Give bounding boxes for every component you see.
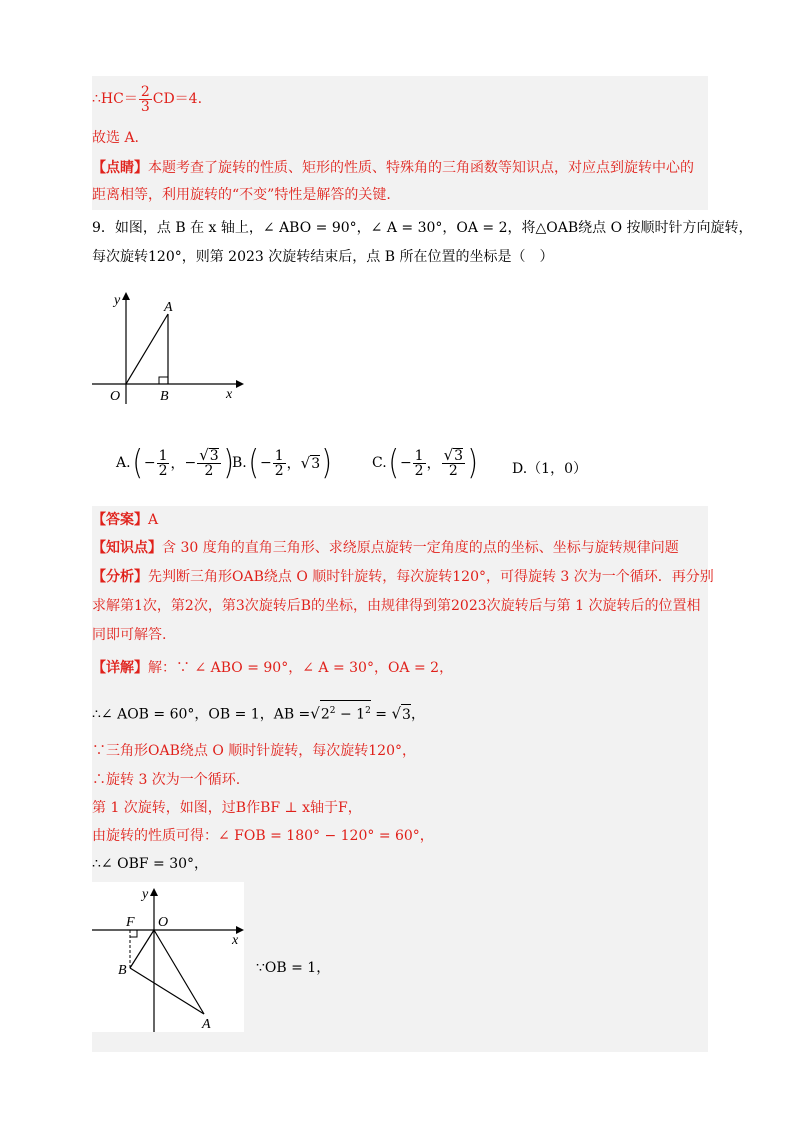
- right-angle-mark-2: [130, 930, 137, 937]
- hc-equation: ∴HC＝ $\frac{2}{3}$ CD＝4.: [92, 83, 203, 115]
- label-a-2: A: [202, 1017, 211, 1032]
- y-axis-arrow: [122, 292, 130, 300]
- rotation-figure: [92, 882, 244, 1032]
- detail-line-1: 【详解】解：∵ ∠ ABO = 90°，∠ A = 30°，OA = 2，: [92, 660, 454, 676]
- answer-line: 【答案】A: [92, 512, 159, 528]
- analysis-line-3: 同即可解答.: [92, 627, 167, 643]
- analysis-line-1: 【分析】先判断三角形OAB绕点 O 顺时针旋转，每次旋转120°，可得旋转 3 次为一个循环．再分别: [92, 569, 714, 585]
- detail-step-4: ∴旋转 3 次为一个循环.: [92, 772, 241, 788]
- choose-answer: 故选 A.: [92, 130, 140, 146]
- label-o: O: [110, 389, 121, 404]
- label-b: B: [160, 389, 169, 404]
- label-o-2: O: [158, 915, 169, 930]
- segment-ob: [130, 930, 154, 968]
- comment-line-2: 距离相等，利用旋转的“不变”特性是解答的关键.: [92, 187, 391, 203]
- detail-step-3: ∵三角形OAB绕点 O 顺时针旋转，每次旋转120°，: [92, 743, 416, 759]
- right-angle-mark: [159, 377, 168, 384]
- detail-step-5: 第 1 次旋转，如图，过B作BF ⊥ x轴于F，: [92, 800, 362, 816]
- comment-line-1: 【点睛】本题考查了旋转的性质、矩形的性质、特殊角的三角函数等知识点，对应点到旋转中心的: [92, 160, 694, 176]
- option-c: C. ( − $\frac{1}{2}$ ， $\frac{√3}{2}$ ): [372, 443, 479, 483]
- segment-oa-2: [154, 930, 204, 1014]
- label-b-2: B: [118, 963, 127, 978]
- y-axis-arrow-2: [150, 888, 158, 896]
- hc-fraction: $\frac{2}{3}$: [140, 83, 150, 115]
- analysis-line-2: 求解第1次，第2次，第3次旋转后B的坐标，由规律得到第2023次旋转后与第 1 次旋转后的位置相: [92, 598, 701, 614]
- label-y: y: [114, 293, 121, 308]
- question-line-1: 9．如图，点 B 在 x 轴上，∠ ABO = 90°，∠ A = 30°，OA = 2，将△OAB绕点 O 按顺时针方向旋转，: [92, 220, 753, 236]
- question-line-2: 每次旋转120°，则第 2023 次旋转结束后，点 B 所在位置的坐标是（ ）: [92, 249, 554, 265]
- segment-oa: [126, 314, 168, 384]
- detail-step-2: ∴∠ AOB = 60°，OB = 1，AB $=√2^2 - 1^2 = √3$，: [92, 700, 425, 725]
- label-a: A: [164, 300, 173, 315]
- x-axis-arrow: [236, 380, 244, 388]
- knowledge-line: 【知识点】含 30 度角的直角三角形、求绕原点旋转一定角度的点的坐标、坐标与旋转规律问题: [92, 540, 679, 556]
- detail-step-6: 由旋转的性质可得：∠ FOB = 180° − 120° = 60°，: [92, 828, 434, 844]
- question-figure: [92, 286, 252, 406]
- label-f: F: [126, 915, 135, 930]
- label-y-2: y: [142, 887, 149, 902]
- label-x-2: x: [232, 933, 239, 948]
- option-d: D.（1，0）: [512, 461, 587, 477]
- label-x: x: [226, 387, 233, 402]
- detail-step-7: ∴∠ OBF = 30°，: [92, 856, 209, 872]
- segment-ba: [130, 968, 204, 1014]
- option-a: A. ( − $\frac{1}{2}$ ， − $\frac{√3}{2}$ ): [116, 443, 234, 483]
- option-b: B. ( − $\frac{1}{2}$ ， √ 3 ): [232, 443, 333, 483]
- detail-step-8: ∵OB = 1，: [256, 960, 331, 976]
